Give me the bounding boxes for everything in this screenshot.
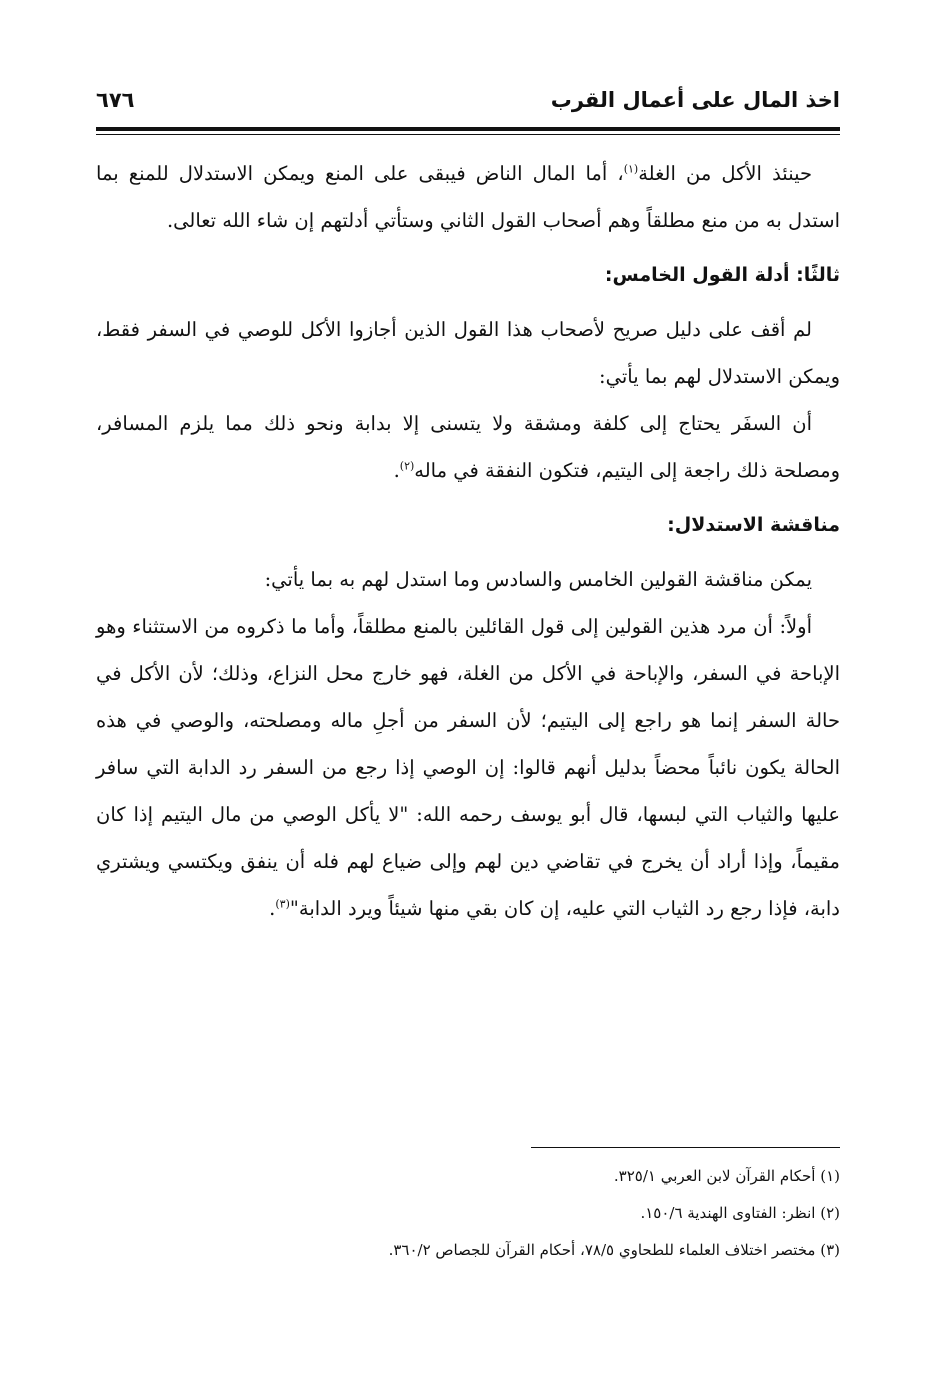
header-rule-thick bbox=[96, 127, 840, 131]
page-number: ٦٧٦ bbox=[96, 88, 135, 112]
main-text bbox=[96, 150, 840, 932]
section-heading-third-evidence: ثالثًا: أدلة القول الخامس: bbox=[604, 264, 840, 286]
footnote-1: (١) أحكام القرآن لابن العربي ٣٢٥/١. bbox=[613, 1167, 840, 1185]
running-title: اخذ المال على أعمال القرب bbox=[550, 88, 840, 112]
footnote-3: (٣) مختصر اختلاف العلماء للطحاوي ٧٨/٥، أحكام القرآن للجصاص ٣٦٠/٢. bbox=[388, 1241, 840, 1259]
page-header bbox=[96, 84, 840, 124]
paragraph-text: أولاً: أن مرد هذين القولين إلى قول القائلين بالمنع مطلقاً، وأما ما ذكروه من الاستثناء وهو الإباحة في السفر، والإباحة في الأكل من الغلة، فهو خارج محل النزاع، وذلك؛ لأن الأكل في حالة السفر إنما هو راجع إلى اليتيم؛ لأن السفر من أجلِ ماله ومصلحته، والوصي في هذه الحالة يكون نائباً محضاً بدليل أنهم قالوا: إن الوصي إذا رجع من السفر رد الدابة التي سافر عليها والثياب التي لبسها، قال أبو يوسف رحمه الله: "لا يأكل الوصي من مال اليتيم إذا كان مقيماً، وإذا أراد أن يخرج في تقاضي دين لهم وإلى ضياع لهم فله أن ينفق ويكتسي ويشتري دابة، فإذا رجع رد الثياب التي عليه، إن كان بقي منها شيئاً ويرد الدابة" bbox=[96, 615, 840, 920]
paragraph-4: يمكن مناقشة القولين الخامس والسادس وما استدل لهم به بما يأتي: bbox=[264, 568, 812, 591]
paragraph-5 bbox=[96, 603, 840, 932]
paragraph-end: . bbox=[393, 459, 400, 482]
footnotes bbox=[96, 1158, 840, 1269]
footnote-ref-3: (٣) bbox=[275, 897, 290, 911]
section-heading-discussion: مناقشة الاستدلال: bbox=[667, 514, 840, 536]
footnote-separator bbox=[531, 1147, 840, 1148]
header-rule-thin bbox=[96, 134, 840, 135]
paragraph-text: أن السفَر يحتاج إلى كلفة ومشقة ولا يتسنى إلا بدابة ونحو ذلك مما يلزم المسافر، ومصلحة ذلك راجعة إلى اليتيم، فتكون النفقة في ماله bbox=[96, 412, 840, 482]
paragraph-2: لم أقف على دليل صريح لأصحاب هذا القول الذين أجازوا الأكل للوصي في السفر فقط، ويمكن الاستدلال لهم بما يأتي: bbox=[96, 318, 840, 388]
paragraph-text: حينئذ الأكل من الغلة bbox=[638, 162, 813, 185]
paragraph-1 bbox=[96, 150, 840, 244]
footnote-ref-2: (٢) bbox=[399, 459, 415, 473]
paragraph-3 bbox=[96, 400, 840, 494]
paragraph-text: ، أما المال الناض فيبقى على المنع ويمكن الاستدلال للمنع بما استدل به من منع مطلقاً وهم أصحاب القول الثاني وستأتي أدلتهم إن شاء الله تعالى. bbox=[96, 162, 840, 232]
paragraph-end: . bbox=[269, 897, 276, 920]
footnote-2: (٢) انظر: الفتاوى الهندية ١٥٠/٦. bbox=[640, 1204, 840, 1222]
footnote-ref-1: (١) bbox=[623, 162, 639, 176]
